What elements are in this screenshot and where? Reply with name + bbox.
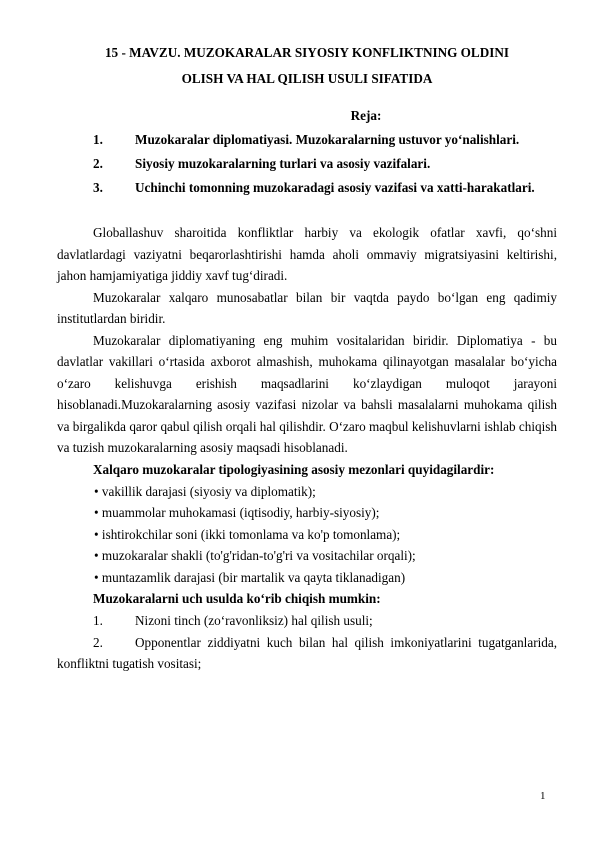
- plan-heading: Reja:: [350, 108, 382, 123]
- plan-item-number: 2.: [93, 156, 103, 171]
- criteria-item: • muammolar muhokamasi (iqtisodiy, harbiy-siyosiy);: [94, 505, 380, 520]
- title-line-1: 15 - MAVZU. MUZOKARALAR SIYOSIY KONFLIKTNING OLDINI: [104, 45, 510, 60]
- method-item-number: 1.: [93, 613, 103, 628]
- methods-heading: Muzokaralarni uch usulda ko‘rib chiqish mumkin:: [93, 591, 381, 606]
- criteria-item: • vakillik darajasi (siyosiy va diplomatik);: [94, 483, 316, 499]
- method-item-number: 2.: [93, 634, 103, 650]
- criteria-item: • muzokaralar shakli (to'g'ridan-to'g'ri va vositachilar orqali);: [94, 548, 416, 563]
- spacer: [57, 200, 557, 222]
- method-item: [57, 610, 557, 632]
- criteria-item: • ishtirokchilar soni (ikki tomonlama va ko'p tomonlama);: [94, 526, 401, 542]
- method-item: [57, 632, 557, 675]
- body-paragraph: Muzokaralar xalqaro munosabatlar bilan bir vaqtda paydo bo‘lgan eng qadimiy institutlardan biridir.: [57, 289, 557, 326]
- title-line-2: OLISH VA HAL QILISH USULI SIFATIDA: [181, 71, 433, 86]
- plan-item-text: Muzokaralar diplomatiyasi. Muzokaralarning ustuvor yo‘nalishlari.: [135, 132, 520, 147]
- plan-list: [57, 128, 557, 200]
- method-item-text: Opponentlar ziddiyatni kuch bilan hal qilish imkoniyatlarini tugatganlarida, konfliktni tugatish vositasi;: [57, 634, 557, 671]
- method-item-text: Nizoni tinch (zo‘ravonliksiz) hal qilish usuli;: [135, 613, 373, 628]
- plan-item-number: 3.: [93, 180, 103, 195]
- plan-item: [57, 176, 557, 200]
- plan-item-text: Uchinchi tomonning muzokaradagi asosiy vazifasi va xatti-harakatlari.: [135, 180, 535, 195]
- document-title: [57, 40, 557, 92]
- plan-item: [57, 152, 557, 176]
- body-paragraph: Globallashuv sharoitida konfliktlar harbiy va ekologik ofatlar xavfi, qo‘shni davlatlardagi vaziyatni beqarorlashtirishi hamda aholi ommaviy migratsiyasini keltirishi, jahon hamjamiyatiga jiddiy xavf tug‘diradi.: [57, 225, 557, 283]
- plan-item: [57, 128, 557, 152]
- criteria-item: • muntazamlik darajasi (bir martalik va qayta tiklanadigan): [94, 569, 406, 585]
- plan-item-number: 1.: [93, 132, 103, 147]
- criteria-heading: Xalqaro muzokaralar tipologiyasining asosiy mezonlari quyidagilardir:: [93, 461, 495, 477]
- plan-item-text: Siyosiy muzokaralarning turlari va asosiy vazifalari.: [135, 156, 431, 171]
- document-page: [57, 40, 557, 675]
- body-paragraph: Muzokaralar diplomatiyaning eng muhim vositalaridan biridir. Diplomatiya - bu davlatlar vakillari o‘rtasida axborot almashish, muhokama qilinayotgan masalalar bo‘yicha o‘zaro kelishuvga erishish maqsadlarini ko‘zlaydigan muloqot jarayoni hisoblanadi.Muzokaralarning asosiy vazifasi nizolar va bahsli masalalarni muhokama qilish va birgalikda qaror qabul qilish orqali hal qilishdir. O‘zaro maqbul kelishuvlarni ishlab chiqish va tuzish muzokaralarning asosiy maqsadi hisoblanadi.: [57, 332, 557, 455]
- page-number: 1: [540, 790, 546, 802]
